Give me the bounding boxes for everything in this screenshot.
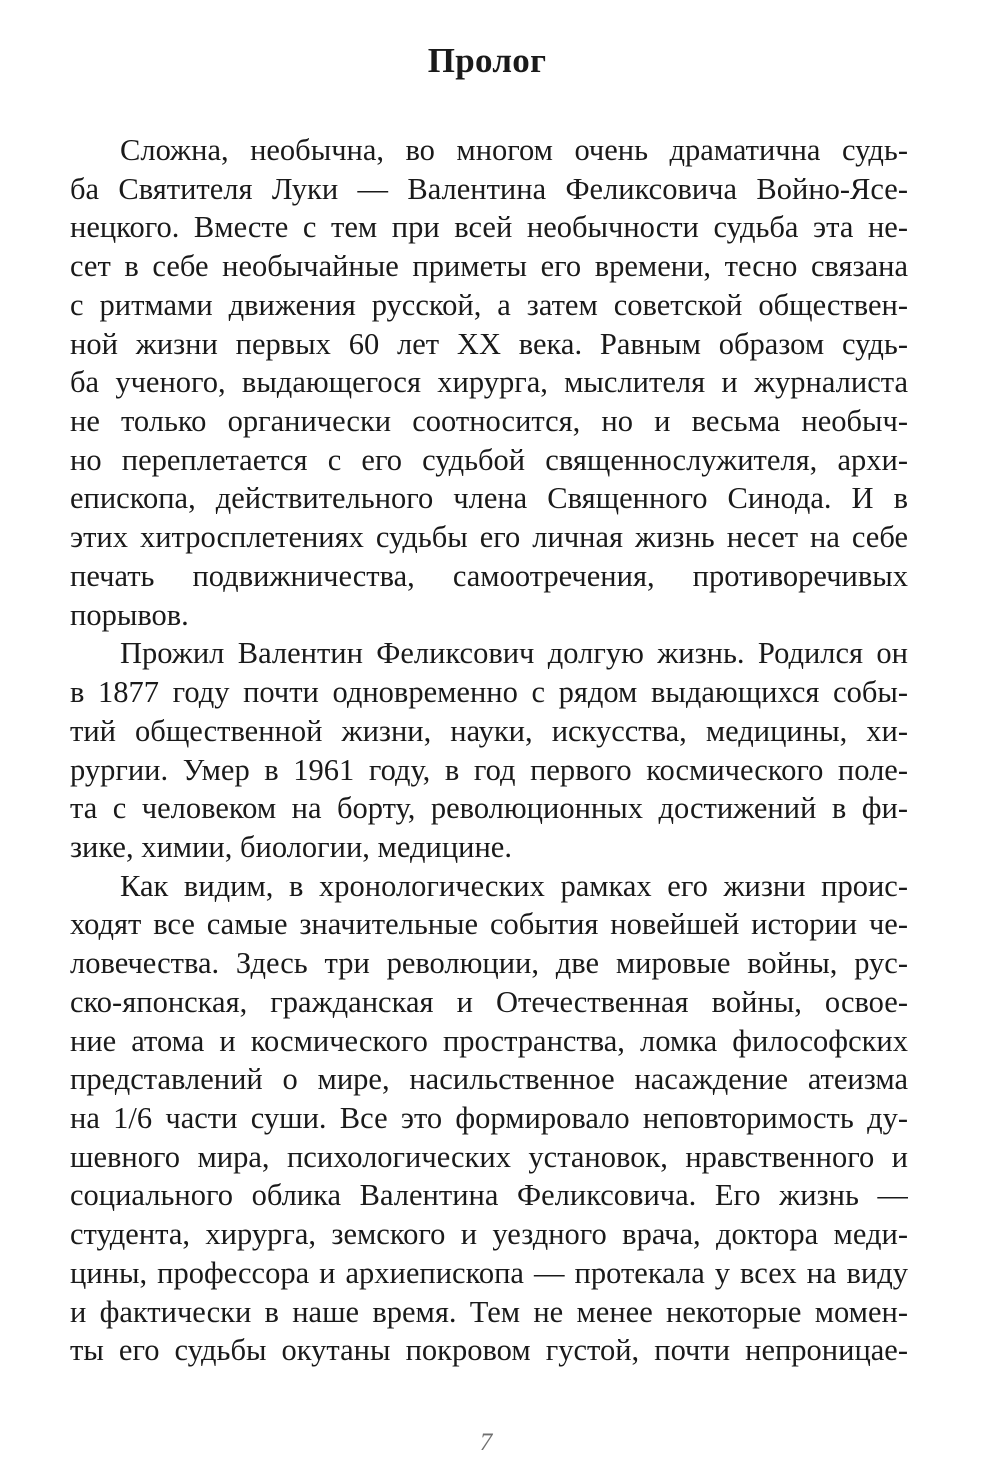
body-text (70, 131, 908, 1370)
text-line: ба ученого, выдающегося хирурга, мыслителя и журналиста (70, 365, 908, 400)
text-line: ба Святителя Луки — Валентина Феликсовича Войно-Ясе- (70, 171, 908, 206)
text-line: порывов. (70, 597, 189, 632)
page-title: Пролог (427, 41, 547, 80)
text-line: ной жизни первых 60 лет XX века. Равным образом судь- (70, 326, 908, 361)
text-line: Прожил Валентин Феликсович долгую жизнь. Родился он (120, 636, 908, 671)
text-line: зике, химии, биологии, медицине. (70, 829, 512, 864)
text-line: социального облика Валентина Феликсовича. Его жизнь — (70, 1178, 908, 1213)
text-line: но переплетается с его судьбой священнослужителя, архи- (70, 442, 908, 477)
text-line: представлений о мире, насильственное насаждение атеизма (70, 1062, 908, 1097)
text-line: этих хитросплетениях судьбы его личная жизнь несет на себе (70, 520, 908, 555)
text-line: нецкого. Вместе с тем при всей необычности судьба эта не- (70, 210, 908, 245)
text-line: студента, хирурга, земского и уездного врача, доктора меди- (70, 1217, 908, 1252)
text-line: ты его судьбы окутаны покровом густой, почти непроницае- (70, 1333, 908, 1368)
text-line: Как видим, в хронологических рамках его жизни проис- (120, 868, 908, 903)
text-line: и фактически в наше время. Тем не менее некоторые момен- (70, 1294, 908, 1329)
text-line: ходят все самые значительные события новейшей истории че- (70, 907, 908, 942)
text-line: ловечества. Здесь три революции, две мировые войны, рус- (70, 946, 908, 981)
text-line: в 1877 году почти одновременно с рядом выдающихся собы- (70, 675, 908, 710)
text-line: с ритмами движения русской, а затем советской обществен- (70, 287, 908, 322)
text-line: сет в себе необычайные приметы его времени, тесно связана (70, 249, 908, 284)
text-line: рургии. Умер в 1961 году, в год первого космического поле- (70, 752, 908, 787)
page-number: 7 (479, 1429, 493, 1456)
text-line: епископа, действительного члена Священного Синода. И в (70, 481, 908, 516)
text-line: ние атома и космического пространства, ломка философских (70, 1023, 908, 1058)
text-line: на 1/6 части суши. Все это формировало неповторимость ду- (70, 1100, 908, 1135)
text-line: ско-японская, гражданская и Отечественная войны, освое- (70, 984, 908, 1019)
text-line: та с человеком на борту, революционных достижений в фи- (70, 791, 908, 826)
text-line: тий общественной жизни, науки, искусства, медицины, хи- (70, 713, 908, 748)
text-line: печать подвижничества, самоотречения, противоречивых (70, 558, 908, 593)
text-line: цины, профессора и архиепископа — протекала у всех на виду (70, 1255, 908, 1290)
text-line: Сложна, необычна, во многом очень драматична судь- (120, 133, 908, 167)
text-line: не только органически соотносится, но и весьма необыч- (70, 404, 908, 439)
text-line: шевного мира, психологических установок, нравственного и (70, 1139, 908, 1174)
